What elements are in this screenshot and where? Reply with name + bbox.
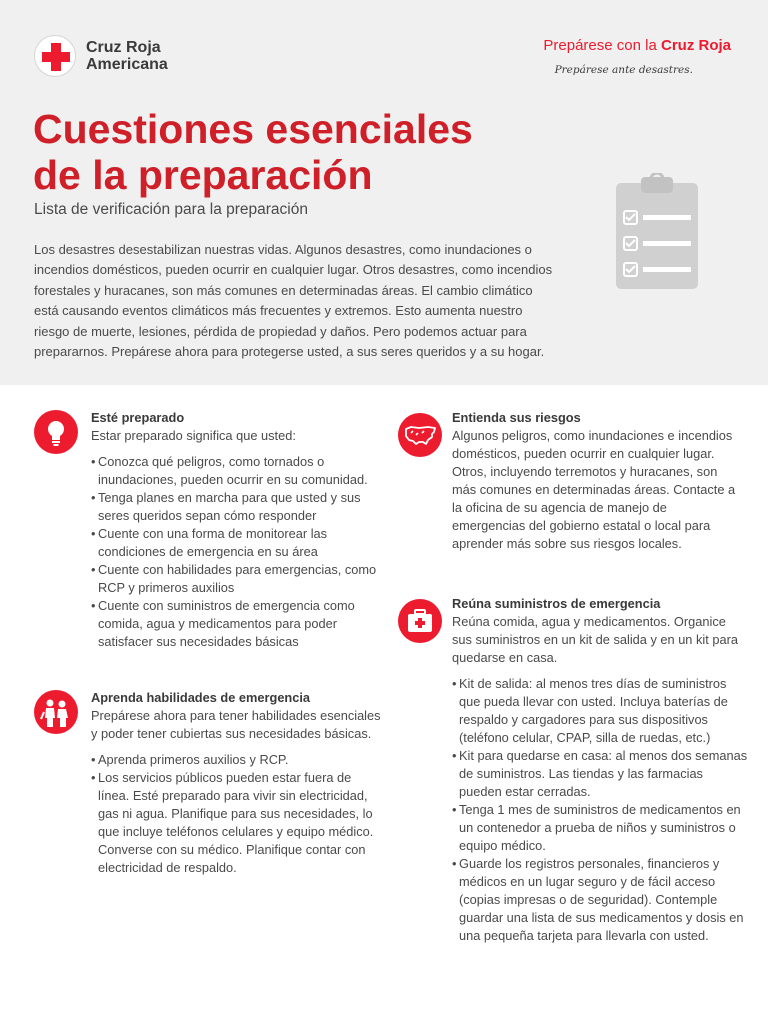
first-aid-kit-icon — [398, 599, 442, 643]
section-prepared — [91, 409, 381, 651]
page-title — [33, 106, 593, 198]
list-item: • Kit para quedarse en casa: al menos dos semanas de suministros. Las tiendas y las farmacias pueden estar cerradas. — [452, 747, 748, 801]
list-item: • Tenga planes en marcha para que usted y sus seres queridos sepan cómo responder — [91, 489, 381, 525]
clipboard-checklist-icon — [616, 173, 698, 289]
logo-line-1: Cruz Roja — [86, 39, 161, 56]
title-line-2: de la preparación — [33, 152, 373, 198]
tagline-main — [543, 37, 731, 54]
tagline-bold: Cruz Roja — [660, 37, 731, 54]
list-item: • Aprenda primeros auxilios y RCP. — [91, 751, 381, 769]
list-item: • Kit de salida: al menos tres días de suministros que pueda llevar con usted. Incluya baterías de respaldo y cargadores para sus dispositivos (teléfono celular, CPAP, silla de ruedas, etc.) — [452, 675, 748, 747]
section-prepared-title: Esté preparado — [91, 410, 185, 425]
section-supplies-title: Reúna suministros de emergencia — [452, 596, 661, 611]
list-item: • Cuente con habilidades para emergencias, como RCP y primeros auxilios — [91, 561, 381, 597]
section-skills-title: Aprenda habilidades de emergencia — [91, 690, 311, 705]
title-line-1: Cuestiones esenciales — [33, 106, 473, 152]
list-item: • Cuente con suministros de emergencia como comida, agua y medicamentos para poder satisfacer sus necesidades básicas — [91, 597, 381, 651]
logo-line-2: Americana — [86, 56, 168, 73]
tagline-sub: Prepárese ante desastres. — [554, 64, 693, 76]
section-supplies-list — [452, 675, 748, 945]
list-item: • Guarde los registros personales, financieros y médicos en un lugar seguro y de fácil acceso (copias impresas o de seguridad). Contemple guardar una lista de sus medicamentos y dosis en una pequeña tarjeta para llevarla con usted. — [452, 855, 748, 945]
header-band — [0, 0, 768, 385]
section-risks-desc: Algunos peligros, como inundaciones e incendios domésticos, pueden ocurrir en cualquier lugar. Otros, incluyendo terremotos y huracanes, son más comunes en determinadas áreas. Contacte a la oficina de su agencia de manejo de emergencias del gobierno estatal o local para aprender más sobre sus riesgos locales. — [452, 428, 736, 551]
us-map-icon — [398, 413, 442, 457]
red-cross-logo — [34, 35, 168, 77]
red-cross-icon — [34, 35, 76, 77]
lightbulb-icon — [34, 410, 78, 454]
list-item: • Los servicios públicos pueden estar fuera de línea. Esté preparado para vivir sin electricidad, gas ni agua. Planifique para sus necesidades, lo que incluye teléfonos celulares y equipo médico. Converse con su médico. Planifique contar con electricidad de respaldo. — [91, 769, 381, 877]
section-skills-list — [91, 751, 381, 877]
tagline — [543, 37, 731, 76]
section-prepared-desc: Estar preparado significa que usted: — [91, 428, 296, 443]
helping-people-icon — [34, 690, 78, 734]
section-risks — [452, 409, 742, 553]
section-prepared-list — [91, 453, 381, 651]
intro-paragraph: Los desastres desestabilizan nuestras vidas. Algunos desastres, como inundaciones o incendios domésticos, pueden ocurrir en cualquier lugar. Otros desastres, como incendios forestales y huracanes, son más comunes en determinadas áreas. El cambio climático está causando eventos climáticos más frecuentes y extremos. Esto aumenta nuestro riesgo de muerte, lesiones, pérdida de propiedad y daños. Pero podemos actuar para prepararnos. Prepárese ahora para protegerse usted, a sus seres queridos y a su hogar. — [34, 242, 553, 360]
list-item: • Conozca qué peligros, como tornados o inundaciones, pueden ocurrir en su comunidad. — [91, 453, 381, 489]
tagline-prefix: Prepárese con la — [543, 37, 661, 54]
list-item: • Cuente con una forma de monitorear las condiciones de emergencia en su área — [91, 525, 381, 561]
section-skills-desc: Prepárese ahora para tener habilidades esenciales y poder tener cubiertas sus necesidades básicas. — [91, 708, 381, 741]
section-supplies-desc: Reúna comida, agua y medicamentos. Organice sus suministros en un kit de salida y en un kit para quedarse en casa. — [452, 614, 738, 665]
list-item: • Tenga 1 mes de suministros de medicamentos en un contenedor a prueba de niños y suministros o equipo médico. — [452, 801, 748, 855]
logo-text — [86, 39, 168, 73]
section-risks-title: Entienda sus riesgos — [452, 410, 581, 425]
section-supplies — [452, 595, 748, 945]
section-skills — [91, 689, 381, 877]
page-subtitle: Lista de verificación para la preparación — [34, 201, 308, 218]
